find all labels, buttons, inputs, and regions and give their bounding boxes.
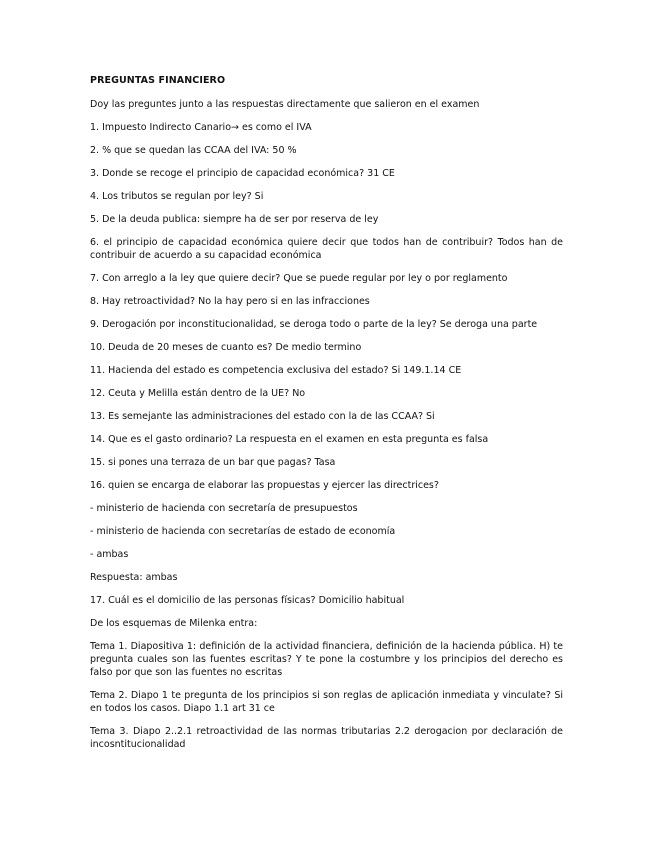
question-12: 12. Ceuta y Melilla están dentro de la UE? No: [90, 388, 306, 399]
question-9: 9. Derogación por inconstitucionalidad, se deroga todo o parte de la ley? Se deroga una parte: [90, 319, 538, 330]
question-8: 8. Hay retroactividad? No la hay pero si en las infracciones: [90, 296, 370, 307]
tema-2: Tema 2. Diapo 1 te pregunta de los principios si son reglas de aplicación inmediata y vinculate? Si en todos los casos. Diapo 1.1 art 31 ce: [90, 690, 563, 714]
option-2: - ministerio de hacienda con secretarías de estado de economía: [90, 526, 396, 537]
question-13: 13. Es semejante las administraciones del estado con la de las CCAA? Si: [90, 411, 435, 422]
question-2: 2. % que se quedan las CCAA del IVA: 50 %: [90, 145, 297, 156]
tema-1: Tema 1. Diapositiva 1: definición de la actividad financiera, definición de la hacienda pública. H) te pregunta cuales son las fuentes escritas? Y te pone la costumbre y los principios del derecho es falso por que son las fuentes no escritas: [90, 641, 563, 678]
option-1: - ministerio de hacienda con secretaría de presupuestos: [90, 503, 358, 514]
question-15: 15. si pones una terraza de un bar que pagas? Tasa: [90, 457, 336, 468]
question-14: 14. Que es el gasto ordinario? La respuesta en el examen en esta pregunta es falsa: [90, 434, 489, 445]
question-5: 5. De la deuda publica: siempre ha de ser por reserva de ley: [90, 214, 379, 225]
question-3: 3. Donde se recoge el principio de capacidad económica? 31 CE: [90, 168, 395, 179]
question-4: 4. Los tributos se regulan por ley? Si: [90, 191, 264, 202]
question-17: 17. Cuál es el domicilio de las personas físicas? Domicilio habitual: [90, 595, 405, 606]
question-11: 11. Hacienda del estado es competencia exclusiva del estado? Si 149.1.14 CE: [90, 365, 462, 376]
question-6: 6. el principio de capacidad económica quiere decir que todos han de contribuir? Todos han de contribuir de acuerdo a su capacidad económica: [90, 237, 563, 261]
answer-16: Respuesta: ambas: [90, 572, 178, 583]
question-1: 1. Impuesto Indirecto Canario→ es como el IVA: [90, 122, 312, 133]
document-title: PREGUNTAS FINANCIERO: [90, 75, 226, 86]
intro-paragraph: Doy las preguntes junto a las respuestas directamente que salieron en el examen: [90, 99, 480, 110]
option-3: - ambas: [90, 549, 129, 560]
question-16: 16. quien se encarga de elaborar las propuestas y ejercer las directrices?: [90, 480, 439, 491]
question-7: 7. Con arreglo a la ley que quiere decir? Que se puede regular por ley o por reglamento: [90, 273, 508, 284]
tema-3: Tema 3. Diapo 2..2.1 retroactividad de las normas tributarias 2.2 derogacion por declaración de incosntitucionalidad: [90, 726, 563, 750]
question-10: 10. Deuda de 20 meses de cuanto es? De medio termino: [90, 342, 362, 353]
schemes-heading: De los esquemas de Milenka entra:: [90, 618, 258, 629]
